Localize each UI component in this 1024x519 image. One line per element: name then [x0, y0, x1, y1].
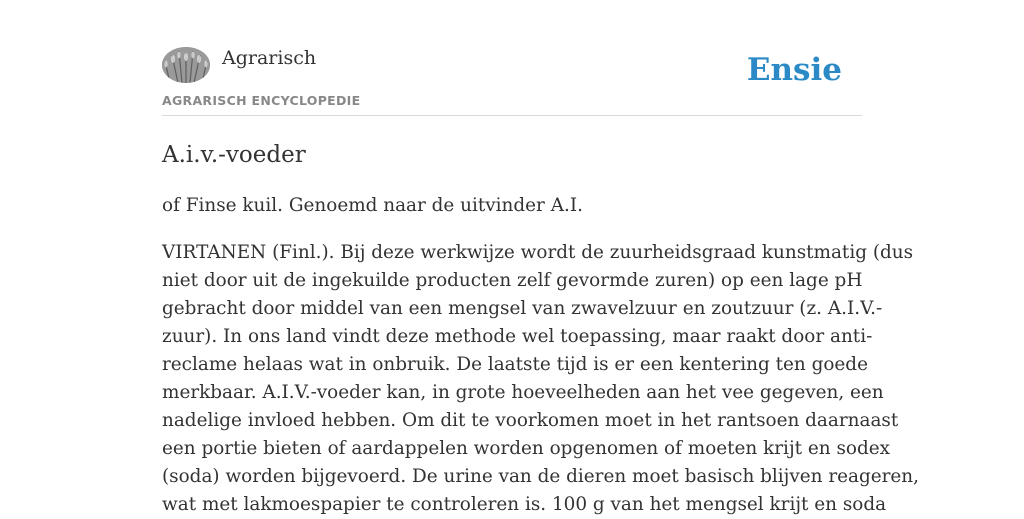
site-header [162, 0, 862, 116]
paragraph-line: merkbaar. A.I.V.-voeder kan, in grote hoeveelheden aan het vee gegeven, een [162, 382, 884, 403]
article-title: A.i.v.-voeder [162, 142, 306, 168]
category-name[interactable]: Agrarisch [222, 47, 317, 69]
paragraph-line: zuur). In ons land vindt deze methode wel toepassing, maar raakt door anti- [162, 326, 873, 347]
paragraph-line: nadelige invloed hebben. Om dit te voorkomen moet in het rantsoen daarnaast [162, 410, 899, 431]
category-subtitle: AGRARISCH ENCYCLOPEDIE [162, 93, 361, 108]
paragraph-line: (soda) worden bijgevoerd. De urine van de dieren moet basisch blijven reageren, [162, 466, 919, 487]
article-paragraph-2 [162, 239, 919, 519]
paragraph-line: VIRTANEN (Finl.). Bij deze werkwijze wordt de zuurheidsgraad kunstmatig (dus [162, 242, 914, 263]
brand-logo-link[interactable]: Ensie [746, 52, 842, 88]
paragraph-line: wat met lakmoespapier te controleren is. 100 g van het mengsel krijt en soda [162, 494, 887, 515]
paragraph-line: reclame helaas wat in onbruik. De laatste tijd is er een kentering ten goede [162, 354, 868, 375]
article-paragraph-1: of Finse kuil. Genoemd naar de uitvinder A.I. [162, 195, 583, 216]
paragraph-line: een portie bieten of aardappelen worden opgenomen of moeten krijt en sodex [162, 438, 890, 459]
paragraph-line: niet door uit de ingekuilde producten zelf gevormde zuren) op een lage pH [162, 270, 863, 291]
article-page [162, 0, 919, 515]
paragraph-line: gebracht door middel van een mengsel van zwavelzuur en zoutzuur (z. A.I.V.- [162, 298, 883, 319]
wheat-ears-icon[interactable] [162, 47, 210, 83]
